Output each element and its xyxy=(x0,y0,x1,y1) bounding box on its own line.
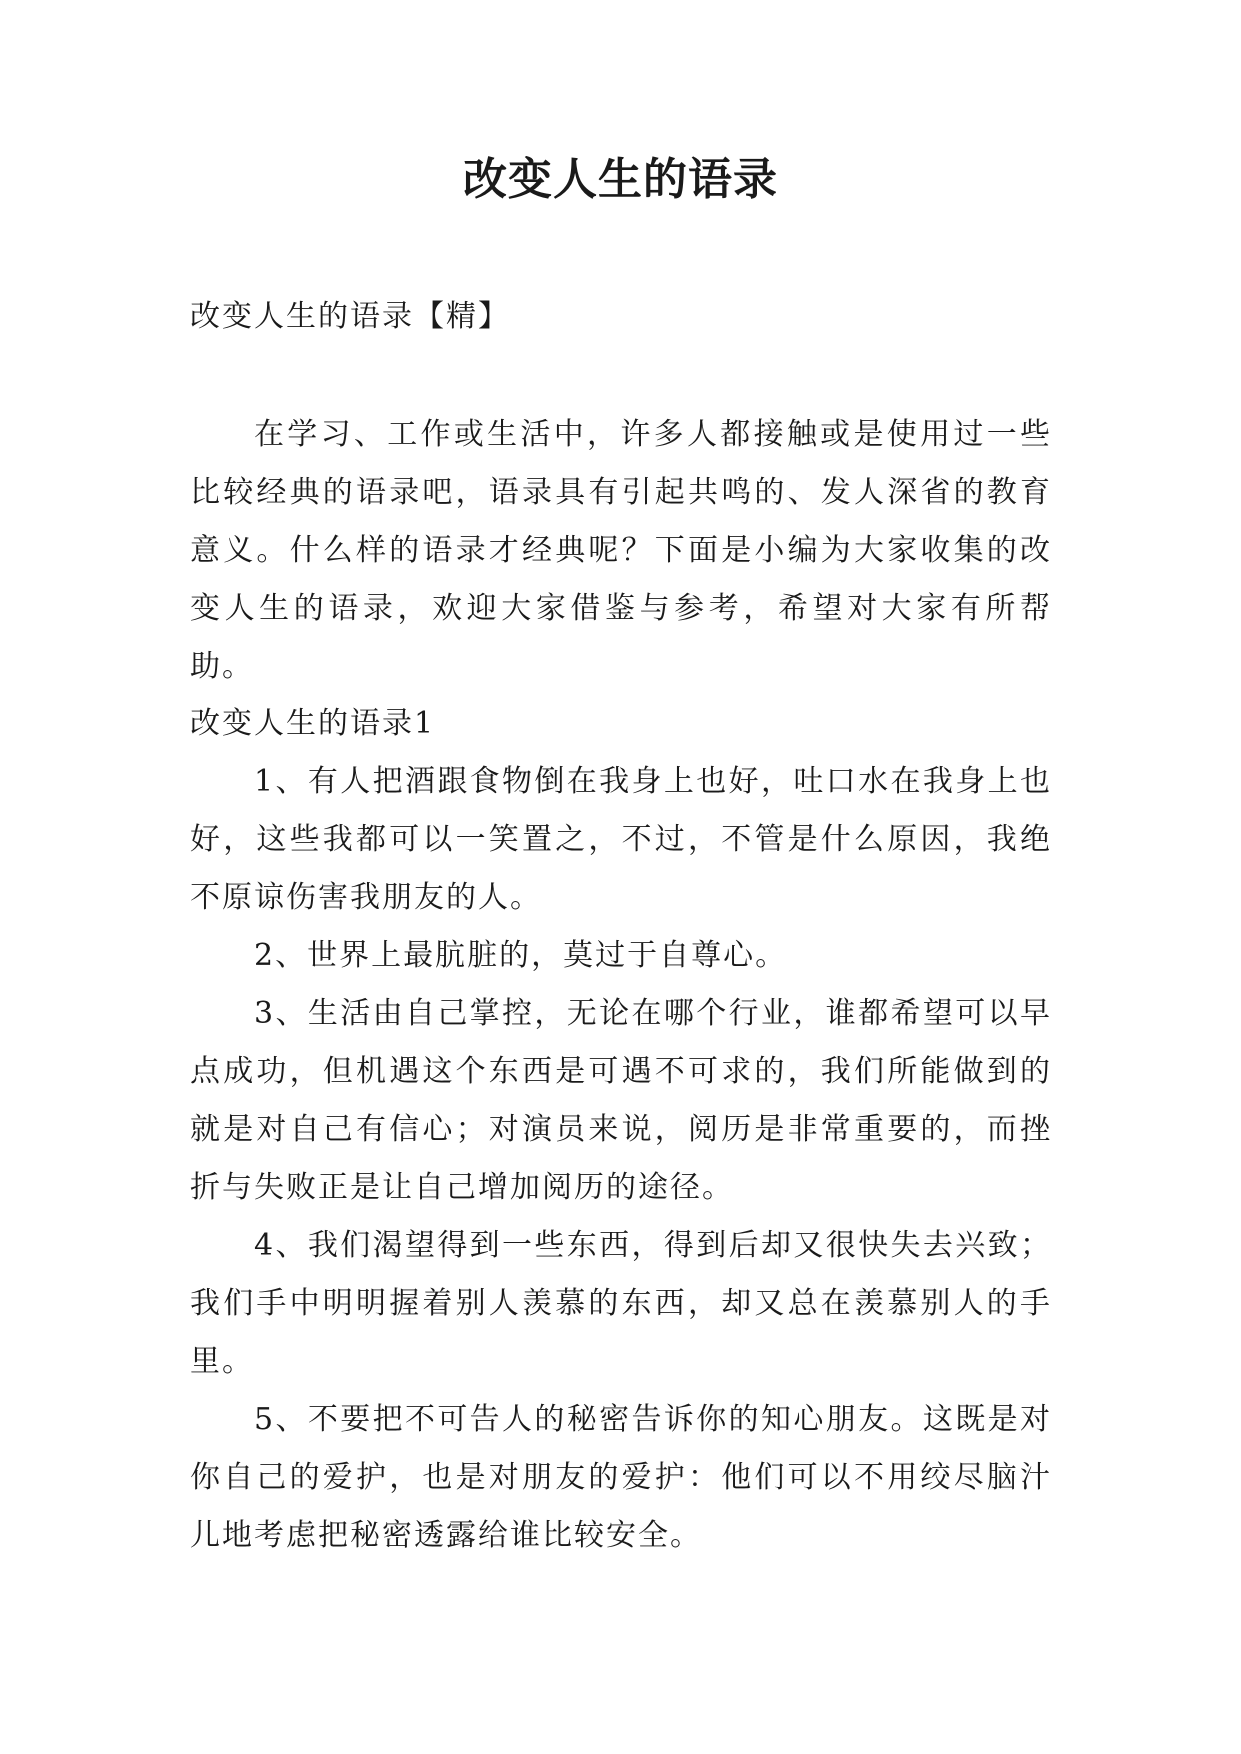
quote-item: 4、我们渴望得到一些东西，得到后却又很快失去兴致；我们手中明明握着别人羡慕的东西，却又总在羡慕别人的手里。 xyxy=(190,1228,1052,1379)
quote-item: 2、世界上最肮脏的，莫过于自尊心。 xyxy=(254,938,788,973)
section-heading: 改变人生的语录1 xyxy=(190,706,436,741)
quote-item: 3、生活由自己掌控，无论在哪个行业，谁都希望可以早点成功，但机遇这个东西是可遇不可求的，我们所能做到的就是对自己有信心；对演员来说，阅历是非常重要的，而挫折与失败正是让自己增加阅历的途径。 xyxy=(190,996,1052,1205)
document-subtitle: 改变人生的语录【精】 xyxy=(190,299,510,334)
intro-paragraph: 在学习、工作或生活中，许多人都接触或是使用过一些比较经典的语录吧，语录具有引起共鸣的、发人深省的教育意义。什么样的语录才经典呢？下面是小编为大家收集的改变人生的语录，欢迎大家借鉴与参考，希望对大家有所帮助。 xyxy=(190,417,1052,684)
quote-item: 5、不要把不可告人的秘密告诉你的知心朋友。这既是对你自己的爱护，也是对朋友的爱护：他们可以不用绞尽脑汁儿地考虑把秘密透露给谁比较安全。 xyxy=(190,1402,1052,1553)
quote-item: 1、有人把酒跟食物倒在我身上也好，吐口水在我身上也好，这些我都可以一笑置之，不过，不管是什么原因，我绝不原谅伤害我朋友的人。 xyxy=(190,764,1052,915)
quote-list xyxy=(190,753,1052,1565)
document-title: 改变人生的语录 xyxy=(463,154,778,205)
